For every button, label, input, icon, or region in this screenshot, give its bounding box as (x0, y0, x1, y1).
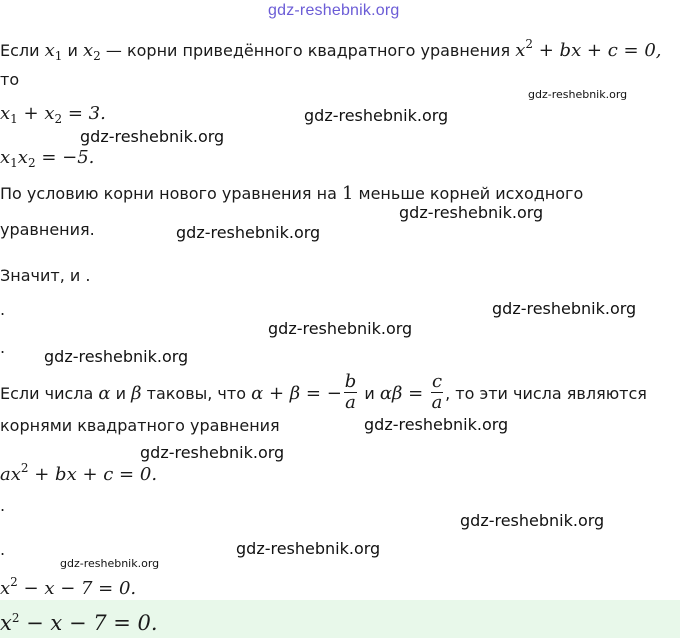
watermark-top: gdz-reshebnik.org (268, 2, 400, 19)
text: и (62, 41, 83, 60)
watermark: gdz-reshebnik.org (268, 319, 413, 338)
fraction-b-over-a: $\frac{b}{a}$ (344, 371, 357, 413)
empty-formula-dot: . (0, 496, 6, 515)
then-word: то (0, 70, 20, 89)
math-x2: $x_2$ (83, 40, 101, 63)
empty-formula-dot: . (0, 540, 6, 559)
watermark: gdz-reshebnik.org (528, 88, 628, 101)
watermark: gdz-reshebnik.org (364, 415, 509, 434)
math-reduced-equation: $x^2$ + bx + c = 0, (515, 37, 662, 61)
text: Если (0, 41, 45, 60)
watermark: gdz-reshebnik.org (399, 203, 544, 222)
math-general-equation: $ax^2$ + bx + c = 0. (0, 461, 158, 485)
text: — корни приведённого квадратного уравнения (100, 41, 516, 60)
fraction-c-over-a: $\frac{c}{a}$ (431, 371, 443, 413)
watermark: gdz-reshebnik.org (236, 539, 381, 558)
vieta-converse-line-end: корнями квадратного уравнения (0, 416, 280, 435)
watermark: gdz-reshebnik.org (176, 223, 321, 242)
math-answer-equation: $x^2 - x - 7 = 0$. (0, 611, 158, 635)
watermark: gdz-reshebnik.org (304, 106, 449, 125)
watermark: gdz-reshebnik.org (492, 299, 637, 318)
math-x1: $x_1$ (44, 40, 63, 63)
watermark: gdz-reshebnik.org (460, 511, 605, 530)
condition-paragraph-end: уравнения. (0, 220, 95, 239)
intro-line (0, 34, 662, 66)
watermark: gdz-reshebnik.org (44, 347, 189, 366)
condition-paragraph: По условию корни нового уравнения на 1 меньше корней исходного (0, 183, 584, 204)
watermark: gdz-reshebnik.org (60, 557, 160, 570)
watermark: gdz-reshebnik.org (140, 443, 285, 462)
empty-formula-dot: . (0, 338, 6, 357)
watermark: gdz-reshebnik.org (80, 127, 225, 146)
vieta-converse-line: Если числа α и β таковы, что α + β = − $\frac{b}{a}$ и αβ = $\frac{c}{a}$ , то эти числа являются (0, 371, 647, 413)
math-sum-roots: $x_1 + x_2 = 3$. (0, 103, 106, 126)
math-product-roots: $x_1x_2 = -5$. (0, 147, 95, 170)
math-result-equation: $x^2 - x - 7 = 0$. (0, 575, 137, 599)
therefore-line: Значит, и . (0, 266, 91, 285)
empty-formula-dot: . (0, 300, 6, 319)
